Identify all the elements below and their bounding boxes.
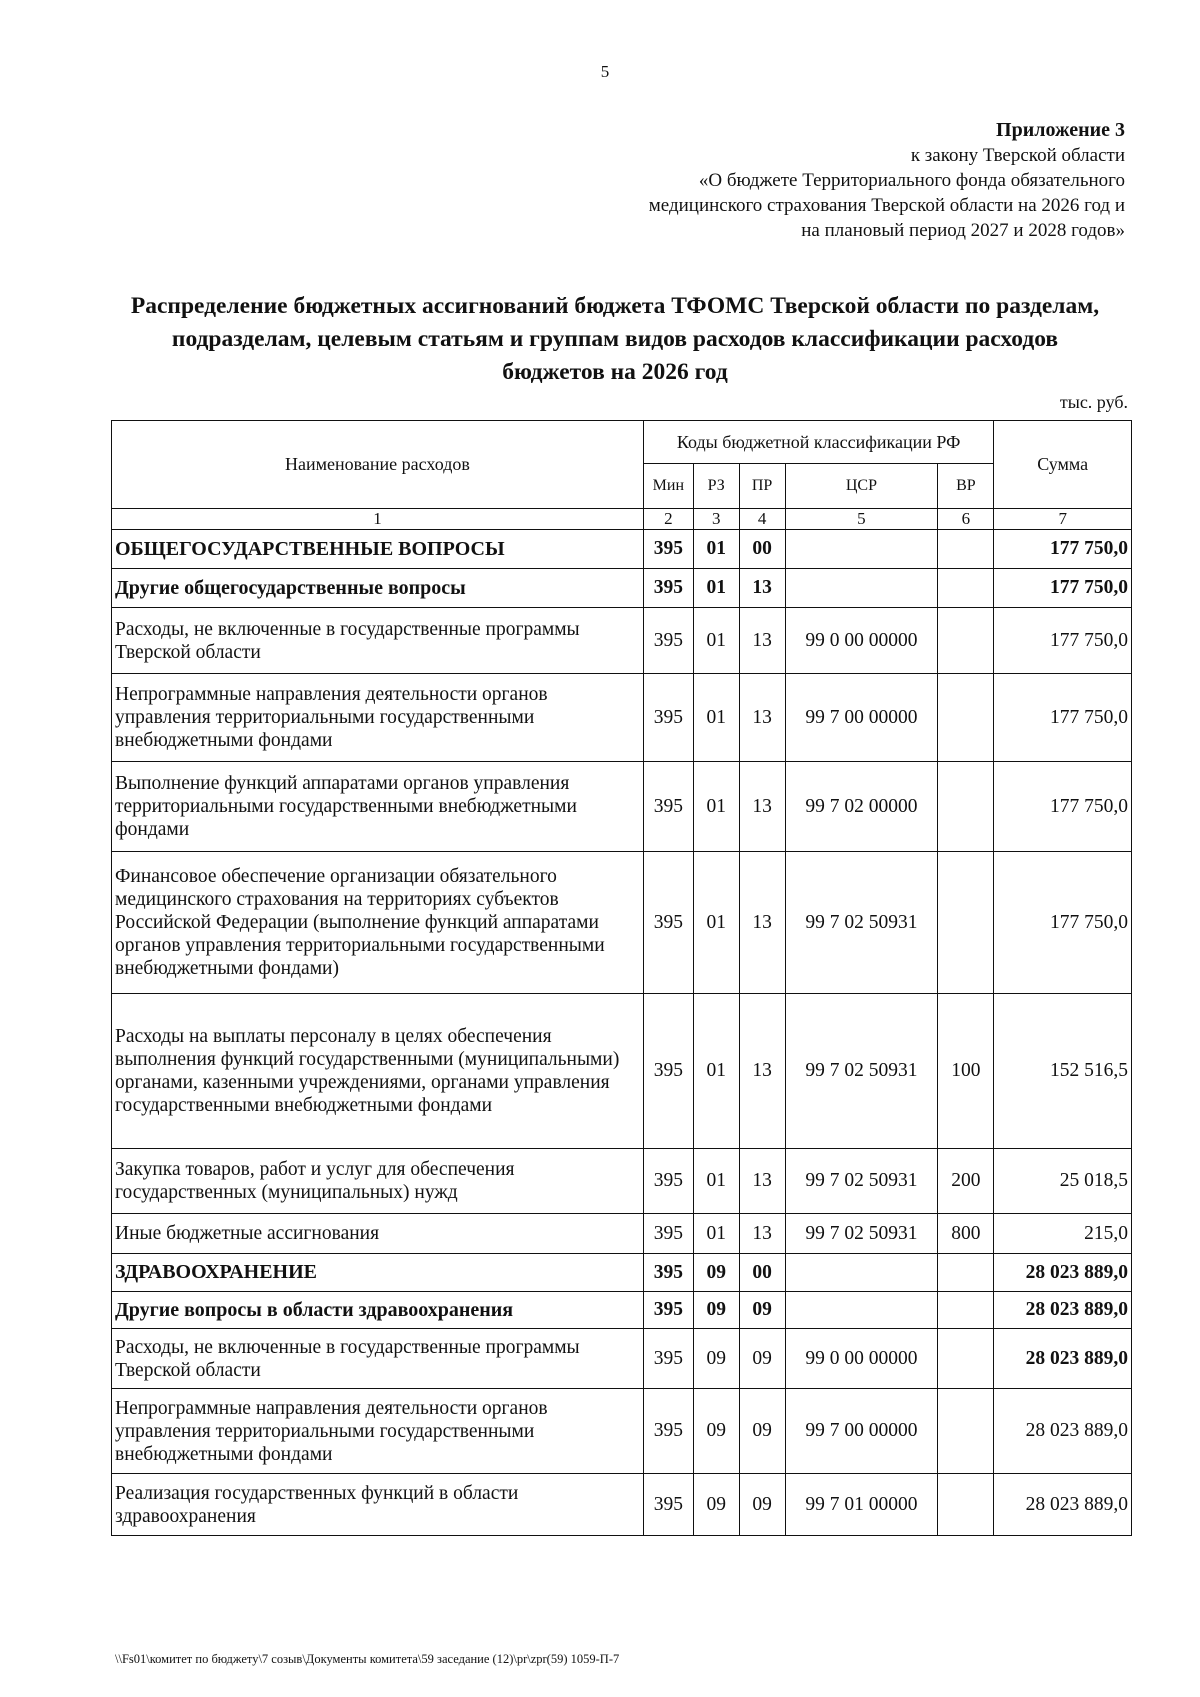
row-csr xyxy=(785,530,938,569)
row-sum: 28 023 889,0 xyxy=(994,1292,1132,1329)
row-name: Иные бюджетные ассигнования xyxy=(112,1214,644,1254)
row-rz: 01 xyxy=(693,852,739,994)
document-title-line: бюджетов на 2026 год xyxy=(502,359,728,385)
row-vr xyxy=(938,1254,994,1292)
row-rz: 01 xyxy=(693,530,739,569)
header-vr: ВР xyxy=(938,464,994,509)
row-min: 395 xyxy=(643,1254,693,1292)
row-csr: 99 7 02 50931 xyxy=(785,852,938,994)
row-rz: 01 xyxy=(693,608,739,674)
appendix-title: Приложение 3 xyxy=(996,119,1125,141)
row-min: 395 xyxy=(643,530,693,569)
row-name: Другие вопросы в области здравоохранения xyxy=(112,1292,644,1329)
row-name: Расходы, не включенные в государственные программы Тверской области xyxy=(112,608,644,674)
row-sum: 28 023 889,0 xyxy=(994,1389,1132,1474)
row-sum: 215,0 xyxy=(994,1214,1132,1254)
row-vr: 100 xyxy=(938,994,994,1149)
row-csr: 99 7 00 00000 xyxy=(785,1389,938,1474)
row-sum: 177 750,0 xyxy=(994,569,1132,608)
row-name: Непрограммные направления деятельности органов управления территориальными государственными внебюджетными фондами xyxy=(112,1389,644,1474)
row-sum: 28 023 889,0 xyxy=(994,1329,1132,1389)
row-rz: 01 xyxy=(693,569,739,608)
row-name: Непрограммные направления деятельности органов управления территориальными государственными внебюджетными фондами xyxy=(112,674,644,762)
row-rz: 01 xyxy=(693,762,739,852)
appendix-line: к закону Тверской области xyxy=(910,145,1125,166)
row-pr: 09 xyxy=(739,1292,785,1329)
row-name: Реализация государственных функций в области здравоохранения xyxy=(112,1474,644,1536)
table-row xyxy=(112,852,1132,994)
row-min: 395 xyxy=(643,1292,693,1329)
row-pr: 13 xyxy=(739,608,785,674)
row-min: 395 xyxy=(643,852,693,994)
row-min: 395 xyxy=(643,1329,693,1389)
header-sum: Сумма xyxy=(994,421,1132,509)
row-name: Выполнение функций аппаратами органов управления территориальными государственными внебюджетными фондами xyxy=(112,762,644,852)
row-sum: 177 750,0 xyxy=(994,530,1132,569)
row-vr xyxy=(938,530,994,569)
row-vr xyxy=(938,1389,994,1474)
header-number: 2 xyxy=(643,509,693,530)
row-csr: 99 0 00 00000 xyxy=(785,608,938,674)
row-pr: 13 xyxy=(739,674,785,762)
row-pr: 13 xyxy=(739,569,785,608)
row-rz: 09 xyxy=(693,1254,739,1292)
row-vr xyxy=(938,608,994,674)
row-min: 395 xyxy=(643,1214,693,1254)
table-row xyxy=(112,1474,1132,1536)
row-csr: 99 7 02 50931 xyxy=(785,1214,938,1254)
table-row xyxy=(112,1292,1132,1329)
row-csr: 99 7 01 00000 xyxy=(785,1474,938,1536)
row-rz: 09 xyxy=(693,1474,739,1536)
row-min: 395 xyxy=(643,994,693,1149)
row-sum: 177 750,0 xyxy=(994,608,1132,674)
table-row xyxy=(112,1389,1132,1474)
row-vr: 200 xyxy=(938,1149,994,1214)
row-sum: 177 750,0 xyxy=(994,762,1132,852)
row-rz: 01 xyxy=(693,674,739,762)
appendix-line: на плановый период 2027 и 2028 годов» xyxy=(801,220,1125,241)
row-vr xyxy=(938,1329,994,1389)
header-pr: ПР xyxy=(739,464,785,509)
row-rz: 01 xyxy=(693,994,739,1149)
header-number: 6 xyxy=(938,509,994,530)
row-sum: 177 750,0 xyxy=(994,852,1132,994)
row-min: 395 xyxy=(643,1149,693,1214)
row-name: ЗДРАВООХРАНЕНИЕ xyxy=(112,1254,644,1292)
header-number: 4 xyxy=(739,509,785,530)
row-csr xyxy=(785,1254,938,1292)
row-pr: 00 xyxy=(739,1254,785,1292)
header-number: 3 xyxy=(693,509,739,530)
row-sum: 28 023 889,0 xyxy=(994,1254,1132,1292)
row-rz: 09 xyxy=(693,1329,739,1389)
row-pr: 09 xyxy=(739,1474,785,1536)
row-pr: 13 xyxy=(739,994,785,1149)
header-number: 7 xyxy=(994,509,1132,530)
row-vr xyxy=(938,1474,994,1536)
row-vr: 800 xyxy=(938,1214,994,1254)
table-row xyxy=(112,530,1132,569)
row-csr: 99 7 00 00000 xyxy=(785,674,938,762)
row-csr: 99 0 00 00000 xyxy=(785,1329,938,1389)
row-sum: 177 750,0 xyxy=(994,674,1132,762)
row-pr: 13 xyxy=(739,1149,785,1214)
row-csr xyxy=(785,569,938,608)
row-pr: 13 xyxy=(739,762,785,852)
header-csr: ЦСР xyxy=(785,464,938,509)
table-row xyxy=(112,1329,1132,1389)
table-row xyxy=(112,994,1132,1149)
row-min: 395 xyxy=(643,674,693,762)
row-min: 395 xyxy=(643,1474,693,1536)
row-rz: 01 xyxy=(693,1214,739,1254)
row-min: 395 xyxy=(643,569,693,608)
row-min: 395 xyxy=(643,762,693,852)
row-csr: 99 7 02 00000 xyxy=(785,762,938,852)
table-row xyxy=(112,1254,1132,1292)
row-pr: 09 xyxy=(739,1389,785,1474)
appendix-line: медицинского страхования Тверской области на 2026 год и xyxy=(648,195,1125,216)
table-row xyxy=(112,674,1132,762)
row-rz: 09 xyxy=(693,1292,739,1329)
row-vr xyxy=(938,674,994,762)
row-vr xyxy=(938,762,994,852)
header-name: Наименование расходов xyxy=(112,421,644,509)
row-name: Другие общегосударственные вопросы xyxy=(112,569,644,608)
header-codes-group: Коды бюджетной классификации РФ xyxy=(643,421,994,464)
row-name: Финансовое обеспечение организации обязательного медицинского страхования на территориях субъектов Российской Федерации (выполнение функций аппаратами органов управления территориальными государственными внебюджетными фондами) xyxy=(112,852,644,994)
document-title-line: подразделам, целевым статьям и группам видов расходов классификации расходов xyxy=(171,326,1059,352)
table-row xyxy=(112,762,1132,852)
header-number: 5 xyxy=(785,509,938,530)
row-name: Закупка товаров, работ и услуг для обеспечения государственных (муниципальных) нужд xyxy=(112,1149,644,1214)
row-csr: 99 7 02 50931 xyxy=(785,994,938,1149)
table-row xyxy=(112,569,1132,608)
row-sum: 152 516,5 xyxy=(994,994,1132,1149)
table-body xyxy=(112,530,1132,1536)
document-title-line: Распределение бюджетных ассигнований бюджета ТФОМС Тверской области по разделам, xyxy=(130,293,1100,319)
table-row xyxy=(112,1214,1132,1254)
page-number: 5 xyxy=(600,62,610,81)
row-vr xyxy=(938,1292,994,1329)
unit-label: тыс. руб. xyxy=(1059,392,1128,412)
file-path-footer: \\Fs01\комитет по бюджету\7 созыв\Документы комитета\59 заседание (12)\pr\zpr(59) 1059-П-7 xyxy=(115,1652,620,1666)
row-vr xyxy=(938,569,994,608)
appendix-line: «О бюджете Территориального фонда обязательного xyxy=(698,170,1125,191)
row-pr: 00 xyxy=(739,530,785,569)
row-pr: 09 xyxy=(739,1329,785,1389)
row-name: Расходы, не включенные в государственные программы Тверской области xyxy=(112,1329,644,1389)
row-name: ОБЩЕГОСУДАРСТВЕННЫЕ ВОПРОСЫ xyxy=(112,530,644,569)
row-vr xyxy=(938,852,994,994)
document-title xyxy=(100,290,1130,389)
row-pr: 13 xyxy=(739,852,785,994)
row-sum: 28 023 889,0 xyxy=(994,1474,1132,1536)
table-row xyxy=(112,1149,1132,1214)
row-rz: 01 xyxy=(693,1149,739,1214)
row-pr: 13 xyxy=(739,1214,785,1254)
row-csr xyxy=(785,1292,938,1329)
row-name: Расходы на выплаты персоналу в целях обеспечения выполнения функций государственными (муниципальными) органами, казенными учреждениями, органами управления государственными внебюджетными фондами xyxy=(112,994,644,1149)
row-min: 395 xyxy=(643,1389,693,1474)
header-rz: РЗ xyxy=(693,464,739,509)
appendix-block xyxy=(649,118,1125,243)
table-row xyxy=(112,608,1132,674)
row-csr: 99 7 02 50931 xyxy=(785,1149,938,1214)
header-number: 1 xyxy=(112,509,644,530)
row-rz: 09 xyxy=(693,1389,739,1474)
budget-table xyxy=(111,420,1132,1536)
row-min: 395 xyxy=(643,608,693,674)
header-min: Мин xyxy=(643,464,693,509)
table-header xyxy=(112,421,1132,530)
row-sum: 25 018,5 xyxy=(994,1149,1132,1214)
